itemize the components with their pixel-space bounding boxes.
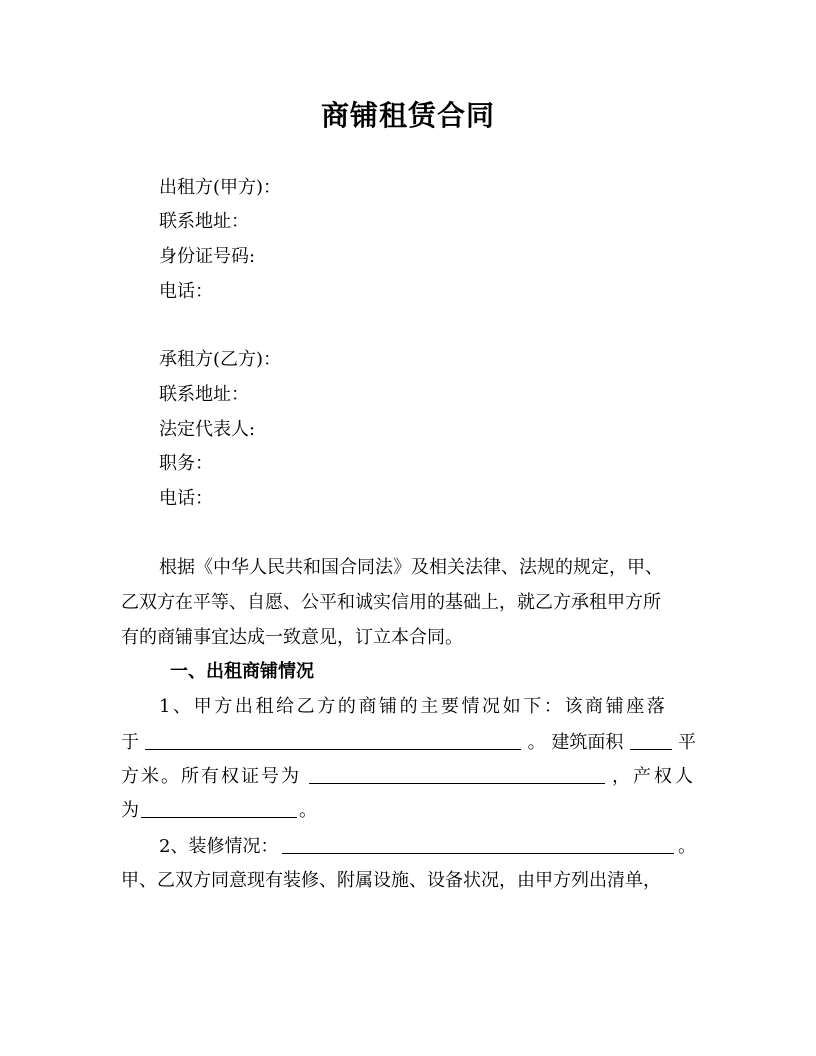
party-b-phone-label: 电话： [159,488,213,509]
document-title: 商铺租赁合同 [320,99,495,132]
clause-1-text: 于 [121,732,139,753]
certificate-number-blank [309,765,605,784]
party-b-name-label: 承租方(乙方)： [159,349,282,370]
location-blank [145,731,521,750]
clause-1-line-3 [121,765,696,789]
clause-1-text: 。 建筑面积 [527,732,624,753]
clause-1-text: 为 [121,800,139,821]
clause-2-text: 。 [677,836,696,857]
clause-1-text: ，产权人 [612,766,696,787]
party-a-id-label: 身份证号码: [159,246,256,267]
party-a-address-label: 联系地址： [159,211,249,232]
clause-1-line-1: 1、甲方出租给乙方的商铺的主要情况如下：该商铺座落 [159,696,668,717]
clause-2-text: 2、装修情况： [159,836,279,857]
clause-1-text: 平 [677,732,696,753]
area-blank [630,731,672,750]
party-a-phone-label: 电话： [159,281,213,302]
clause-1-line-4 [121,799,696,823]
clause-1-line-2 [121,731,696,755]
intro-paragraph-line-2: 乙双方在平等、自愿、公平和诚实信用的基础上，就乙方承租甲方所 [121,592,661,613]
party-b-rep-label: 法定代表人: [159,419,256,440]
clause-1-text: 方米。所有权证号为 [121,766,301,787]
party-b-position-label: 职务： [159,453,213,474]
clause-1-text: 。 [299,800,317,821]
clause-2-line-2: 甲、乙双方同意现有装修、附属设施、设备状况，由甲方列出清单， [121,870,661,891]
intro-paragraph-line-1: 根据《中华人民共和国合同法》及相关法律、法规的规定，甲、 [159,557,663,578]
owner-blank [141,799,297,818]
party-b-address-label: 联系地址： [159,384,249,405]
clause-2-line-1 [159,835,696,859]
section-1-heading: 一、出租商铺情况 [170,661,314,682]
decoration-blank [282,835,674,854]
intro-paragraph-line-3: 有的商铺事宜达成一致意见，订立本合同。 [121,627,463,648]
party-a-name-label: 出租方(甲方)： [159,177,282,198]
